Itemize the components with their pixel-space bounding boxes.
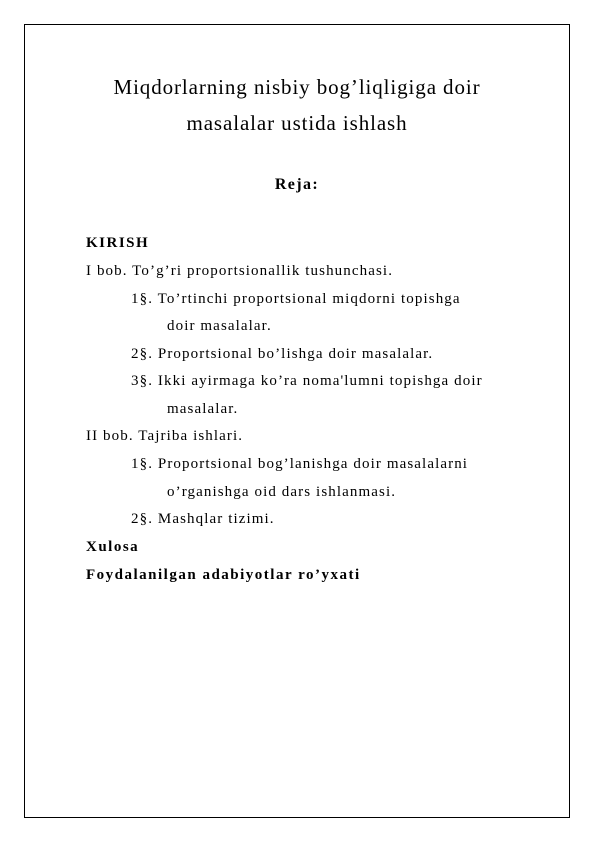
page-border <box>24 24 570 818</box>
toc-chapter-1: I bob. To’g’ri proportsionallik tushunchasi. <box>86 263 394 279</box>
toc-references: Foydalanilgan adabiyotlar ro’yxati <box>86 567 361 583</box>
toc-conclusion: Xulosa <box>86 539 140 555</box>
toc-chapter-1-section-3-cont: masalalar. <box>167 401 239 417</box>
document-title-line-2: masalalar ustida ishlash <box>186 111 408 135</box>
plan-heading: Reja: <box>274 176 320 193</box>
toc-chapter-2-section-2: 2§. Mashqlar tizimi. <box>131 511 275 527</box>
toc-chapter-2: II bob. Tajriba ishlari. <box>86 428 244 444</box>
toc-chapter-2-section-1: 1§. Proportsional bog’lanishga doir masalalarni <box>131 456 469 472</box>
toc-chapter-1-section-3: 3§. Ikki ayirmaga ko’ra noma'lumni topishga doir <box>131 373 483 389</box>
toc-chapter-2-section-1-cont: o’rganishga oid dars ishlanmasi. <box>167 484 397 500</box>
toc-chapter-1-section-1-cont: doir masalalar. <box>167 318 272 334</box>
toc-chapter-1-section-2: 2§. Proportsional bo’lishga doir masalalar. <box>131 346 434 362</box>
toc-chapter-1-section-1: 1§. To’rtinchi proportsional miqdorni topishga <box>131 291 461 307</box>
document-title-line-1: Miqdorlarning nisbiy bog’liqligiga doir <box>113 75 481 99</box>
toc-introduction: KIRISH <box>86 235 150 251</box>
